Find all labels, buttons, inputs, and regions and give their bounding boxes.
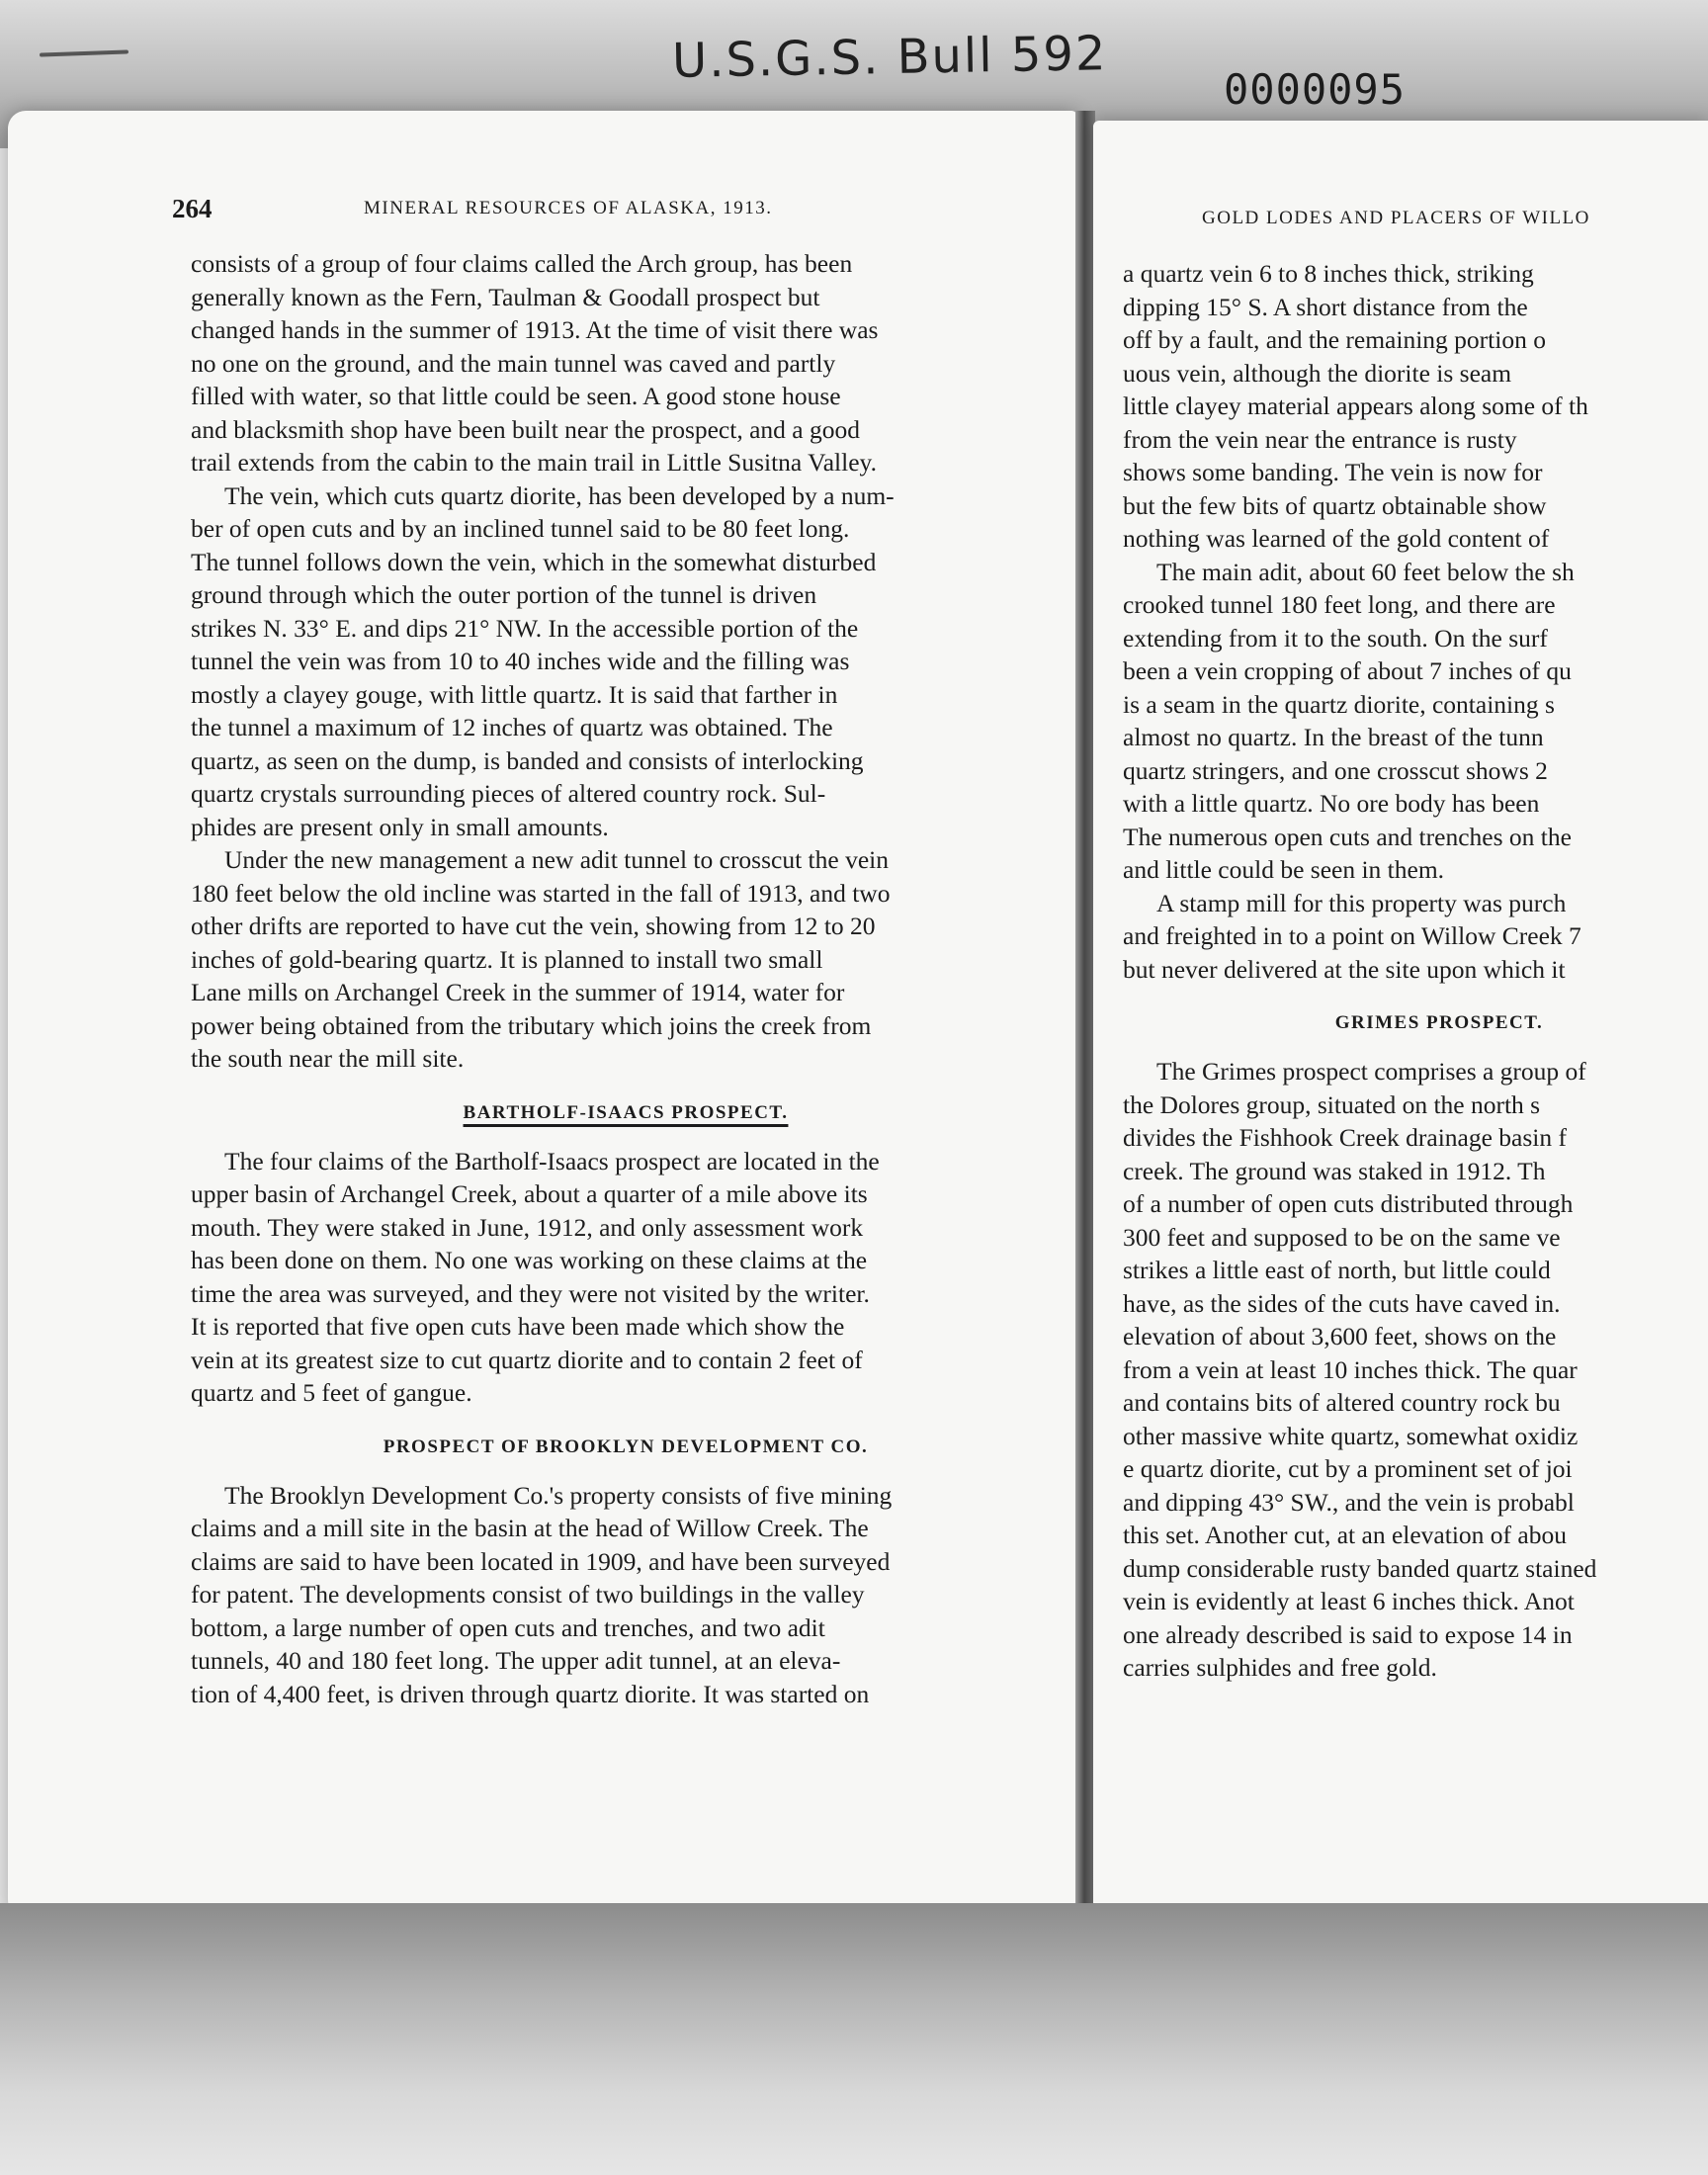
text-line: little clayey material appears along some of th (1123, 392, 1588, 420)
text-line: elevation of about 3,600 feet, shows on the (1123, 1322, 1557, 1350)
text-line: quartz and 5 feet of gangue. (191, 1378, 472, 1407)
section-heading: PROSPECT OF BROOKLYN DEVELOPMENT CO. (383, 1436, 869, 1457)
text-line: no one on the ground, and the main tunnel was caved and partly (191, 348, 836, 378)
text-line: upper basin of Archangel Creek, about a quarter of a mile above its (191, 1179, 868, 1208)
text-line: inches of gold-bearing quartz. It is planned to install two small (191, 944, 823, 974)
text-line: crooked tunnel 180 feet long, and there are (1123, 590, 1556, 619)
right-running-head: GOLD LODES AND PLACERS OF WILLO (1202, 208, 1590, 228)
text-line: bottom, a large number of open cuts and trenches, and two adit (191, 1612, 825, 1642)
text-line: claims are said to have been located in 1909, and have been surveyed (191, 1546, 891, 1576)
text-line: tunnels, 40 and 180 feet long. The upper adit tunnel, at an eleva- (191, 1646, 841, 1675)
text-line: tunnel the vein was from 10 to 40 inches wide and the filling was (191, 647, 850, 675)
text-line: filled with water, so that little could be seen. A good stone house (191, 382, 841, 410)
text-line: claims and a mill site in the basin at the head of Willow Creek. The (191, 1514, 869, 1542)
text-line: the Dolores group, situated on the north s (1123, 1089, 1541, 1119)
text-line: and dipping 43° SW., and the vein is probabl (1123, 1487, 1575, 1517)
scan-bottom-margin (0, 1903, 1708, 2175)
text-line: the south near the mill site. (191, 1044, 465, 1073)
text-line: but never delivered at the site upon which it (1123, 954, 1566, 984)
text-line: time the area was surveyed, and they were not visited by the writer. (191, 1278, 870, 1308)
text-line: quartz crystals surrounding pieces of altered country rock. Sul- (191, 779, 826, 808)
text-line: extending from it to the south. On the surf (1123, 623, 1548, 652)
text-line: ground through which the outer portion of the tunnel is driven (191, 580, 817, 609)
text-line: The vein, which cuts quartz diorite, has been developed by a num- (224, 480, 895, 510)
text-line: other massive white quartz, somewhat oxidiz (1123, 1421, 1579, 1450)
text-line: and blacksmith shop have been built near the prospect, and a good (191, 414, 860, 444)
text-line: shows some banding. The vein is now for (1123, 458, 1543, 486)
left-running-head: MINERAL RESOURCES OF ALASKA, 1913. (364, 198, 773, 218)
text-line: but the few bits of quartz obtainable show (1123, 490, 1547, 520)
text-line: Lane mills on Archangel Creek in the summer of 1914, water for (191, 978, 845, 1006)
text-line: dipping 15° S. A short distance from the (1123, 292, 1528, 321)
text-line: The numerous open cuts and trenches on the (1123, 822, 1572, 851)
text-line: have, as the sides of the cuts have caved in. (1123, 1288, 1561, 1318)
text-line: this set. Another cut, at an elevation of abou (1123, 1521, 1567, 1549)
right-page (1093, 121, 1708, 1925)
text-line: The Brooklyn Development Co.'s property consists of five mining (224, 1480, 893, 1510)
text-line: changed hands in the summer of 1913. At the time of visit there was (191, 315, 879, 344)
text-line: The Grimes prospect comprises a group of (1156, 1057, 1586, 1086)
text-line: tion of 4,400 feet, is driven through quartz diorite. It was started on (191, 1679, 870, 1708)
text-line: and freighted in to a point on Willow Creek 7 (1123, 921, 1581, 950)
text-line: The main adit, about 60 feet below the sh (1156, 557, 1575, 586)
text-line: divides the Fishhook Creek drainage basin f (1123, 1123, 1567, 1152)
text-line: Under the new management a new adit tunnel to crosscut the vein (224, 845, 889, 874)
text-line: mouth. They were staked in June, 1912, and only assessment work (191, 1212, 864, 1242)
text-line: vein is evidently at least 6 inches thick. Anot (1123, 1587, 1575, 1615)
left-page-body (191, 247, 1061, 1710)
text-line: ber of open cuts and by an inclined tunnel said to be 80 feet long. (191, 514, 850, 543)
section-heading: BARTHOLF-ISAACS PROSPECT. (463, 1101, 789, 1123)
text-line: The four claims of the Bartholf-Isaacs prospect are located in the (224, 1146, 880, 1175)
text-line: trail extends from the cabin to the main trail in Little Susitna Valley. (191, 448, 878, 477)
handwritten-label: U.S.G.S. Bull 592 (671, 26, 1108, 89)
text-line: for patent. The developments consist of two buildings in the valley (191, 1580, 865, 1609)
text-line: strikes a little east of north, but little could (1123, 1256, 1551, 1284)
text-line: The tunnel follows down the vein, which in the somewhat disturbed (191, 547, 877, 576)
text-line: and little could be seen in them. (1123, 855, 1445, 884)
text-line: almost no quartz. In the breast of the tunn (1123, 723, 1544, 751)
text-line: nothing was learned of the gold content of (1123, 524, 1550, 553)
text-line: and contains bits of altered country rock bu (1123, 1388, 1561, 1417)
text-line: e quartz diorite, cut by a prominent set of joi (1123, 1454, 1573, 1483)
page-number: 264 (172, 194, 213, 223)
text-line: from a vein at least 10 inches thick. The quar (1123, 1354, 1578, 1384)
text-line: uous vein, although the diorite is seam (1123, 358, 1512, 388)
text-line: off by a fault, and the remaining portion o (1123, 325, 1546, 354)
right-page-body (1123, 257, 1708, 1685)
text-line: been a vein cropping of about 7 inches of qu (1123, 656, 1572, 685)
text-line: power being obtained from the tributary which joins the creek from (191, 1010, 872, 1040)
text-line: consists of a group of four claims called the Arch group, has been (191, 249, 853, 278)
stamp-number: 0000095 (1224, 65, 1407, 114)
text-line: quartz stringers, and one crosscut shows 2 (1123, 755, 1548, 785)
text-line: with a little quartz. No ore body has been (1123, 789, 1540, 818)
text-line: is a seam in the quartz diorite, containing s (1123, 689, 1555, 719)
text-line: dump considerable rusty banded quartz stained (1123, 1553, 1597, 1583)
text-line: a quartz vein 6 to 8 inches thick, striking (1123, 259, 1534, 288)
text-line: phides are present only in small amounts. (191, 812, 609, 841)
text-line: has been done on them. No one was working on these claims at the (191, 1246, 868, 1274)
text-line: other drifts are reported to have cut the vein, showing from 12 to 20 (191, 912, 876, 940)
left-page (8, 111, 1077, 1925)
text-line: vein at its greatest size to cut quartz diorite and to contain 2 feet of (191, 1345, 863, 1374)
text-line: It is reported that five open cuts have been made which show the (191, 1312, 845, 1341)
text-line: 180 feet below the old incline was started in the fall of 1913, and two (191, 878, 891, 908)
text-line: 300 feet and supposed to be on the same ve (1123, 1222, 1561, 1252)
text-line: A stamp mill for this property was purch (1156, 888, 1567, 917)
text-line: of a number of open cuts distributed through (1123, 1189, 1574, 1218)
text-line: the tunnel a maximum of 12 inches of quartz was obtained. The (191, 713, 833, 741)
text-line: from the vein near the entrance is rusty (1123, 424, 1517, 454)
text-line: generally known as the Fern, Taulman & Goodall prospect but (191, 282, 820, 311)
text-line: mostly a clayey gouge, with little quartz. It is said that farther in (191, 679, 838, 709)
text-line: one already described is said to expose 14 in (1123, 1619, 1573, 1649)
section-heading: GRIMES PROSPECT. (1334, 1012, 1544, 1033)
text-line: carries sulphides and free gold. (1123, 1653, 1437, 1682)
text-line: creek. The ground was staked in 1912. Th (1123, 1156, 1546, 1185)
text-line: strikes N. 33° E. and dips 21° NW. In the accessible portion of the (191, 613, 859, 643)
book-gutter (1075, 111, 1095, 1925)
text-line: quartz, as seen on the dump, is banded and consists of interlocking (191, 745, 864, 775)
